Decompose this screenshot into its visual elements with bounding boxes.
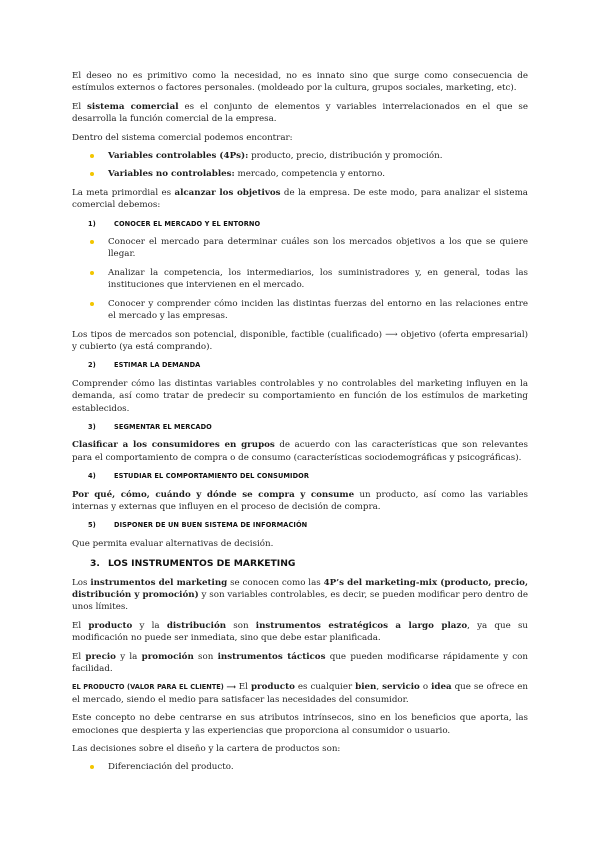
paragraph-informacion: Que permita evaluar alternativas de decisión.	[72, 538, 274, 549]
list-item: Conocer y comprender cómo inciden las distintas fuerzas del entorno en las relaciones entre el mercado y las empresas.	[72, 298, 528, 323]
paragraph-concepto: Este concepto no debe centrarse en sus atributos intrínsecos, sino en los beneficios que aporta, las emociones que despierta y las experiencias que proporciona al consumidor o usuario.	[72, 713, 528, 736]
list-item: Variables controlables (4Ps): producto, precio, distribución y promoción.	[72, 150, 528, 162]
paragraph-estrategicos: El producto y la distribución son instrumentos estratégicos a largo plazo, ya que su modificación no puede ser inmediata, sino que debe estar planificada.	[72, 620, 528, 644]
section-heading-1: 1) CONOCER EL MERCADO Y EL ENTORNO	[88, 219, 261, 228]
bullet-icon	[90, 765, 94, 769]
section-heading-5: 5) DISPONER DE UN BUEN SISTEMA DE INFORMACIÓN	[88, 521, 308, 530]
paragraph-tacticos: El precio y la promoción son instrumentos tácticos que pueden modificarse rápidamente y con facilidad.	[72, 651, 528, 675]
paragraph-instrumentos: Los instrumentos del marketing se conocen como las 4P’s del marketing-mix (producto, precio, distribución y promoción) y son variables controlables, es decir, se pueden modificar pero dentro de unos límites.	[72, 577, 528, 613]
paragraph-deseo: El deseo no es primitivo como la necesidad, no es innato sino que surge como consecuencia de estímulos externos o factores personales. (moldeado por la cultura, grupos sociales, marketing, etc).	[72, 71, 528, 94]
section-heading-4: 4) ESTUDIAR EL COMPORTAMIENTO DEL CONSUMIDOR	[88, 472, 310, 481]
list-item: Analizar la competencia, los intermediarios, los suministradores y, en general, todas las instituciones que intervienen en el mercado.	[72, 267, 528, 292]
paragraph-segmentar: Clasificar a los consumidores en grupos de acuerdo con las características que son relevantes para el comportamiento de compra o de consumo (características sociodemográficas y psicográficas).	[72, 440, 528, 463]
bullet-icon	[90, 302, 94, 306]
list-item: Variables no controlables: mercado, competencia y entorno.	[72, 168, 528, 180]
list-item: Diferenciación del producto.	[72, 761, 528, 773]
bullet-icon	[90, 172, 94, 176]
section-heading-2: 2) ESTIMAR LA DEMANDA	[88, 361, 201, 370]
paragraph-comportamiento: Por qué, cómo, cuándo y dónde se compra y consume un producto, así como las variables internas y externas que influyen en el proceso de decisión de compra.	[72, 489, 528, 512]
chapter-heading: 3. LOS INSTRUMENTOS DE MARKETING	[90, 558, 296, 570]
list-decisiones	[72, 761, 528, 773]
paragraph-decisiones: Las decisiones sobre el diseño y la cartera de productos son:	[72, 744, 341, 755]
list-variables	[72, 150, 528, 181]
paragraph-producto: EL PRODUCTO (VALOR PARA EL CLIENTE) ⟶ El producto es cualquier bien, servicio o idea que se ofrece en el mercado, siendo el medio para satisfacer las necesidades del consumidor.	[72, 682, 528, 705]
paragraph-tipos-mercados: Los tipos de mercados son potencial, disponible, factible (cualificado) ⟶ objetivo (oferta empresarial) y cubierto (ya está comprando).	[72, 329, 528, 352]
list-conocer	[72, 236, 528, 322]
list-item: Conocer el mercado para determinar cuáles son los mercados objetivos a los que se quiere llegar.	[72, 236, 528, 261]
paragraph-meta: La meta primordial es alcanzar los objetivos de la empresa. De este modo, para analizar el sistema comercial debemos:	[72, 187, 528, 211]
bullet-icon	[90, 240, 94, 244]
document-page	[72, 70, 528, 780]
paragraph-demanda: Comprender cómo las distintas variables controlables y no controlables del marketing influyen en la demanda, así como tratar de predecir su comportamiento en función de los estímulos de marketing establecidos.	[72, 378, 528, 414]
bullet-icon	[90, 154, 94, 158]
bullet-icon	[90, 271, 94, 275]
paragraph-sistema-comercial: El sistema comercial es el conjunto de elementos y variables interrelacionados en el que se desarrolla la función comercial de la empresa.	[72, 101, 528, 125]
paragraph-dentro-sistema: Dentro del sistema comercial podemos encontrar:	[72, 132, 293, 143]
section-heading-3: 3) SEGMENTAR EL MERCADO	[88, 422, 212, 431]
